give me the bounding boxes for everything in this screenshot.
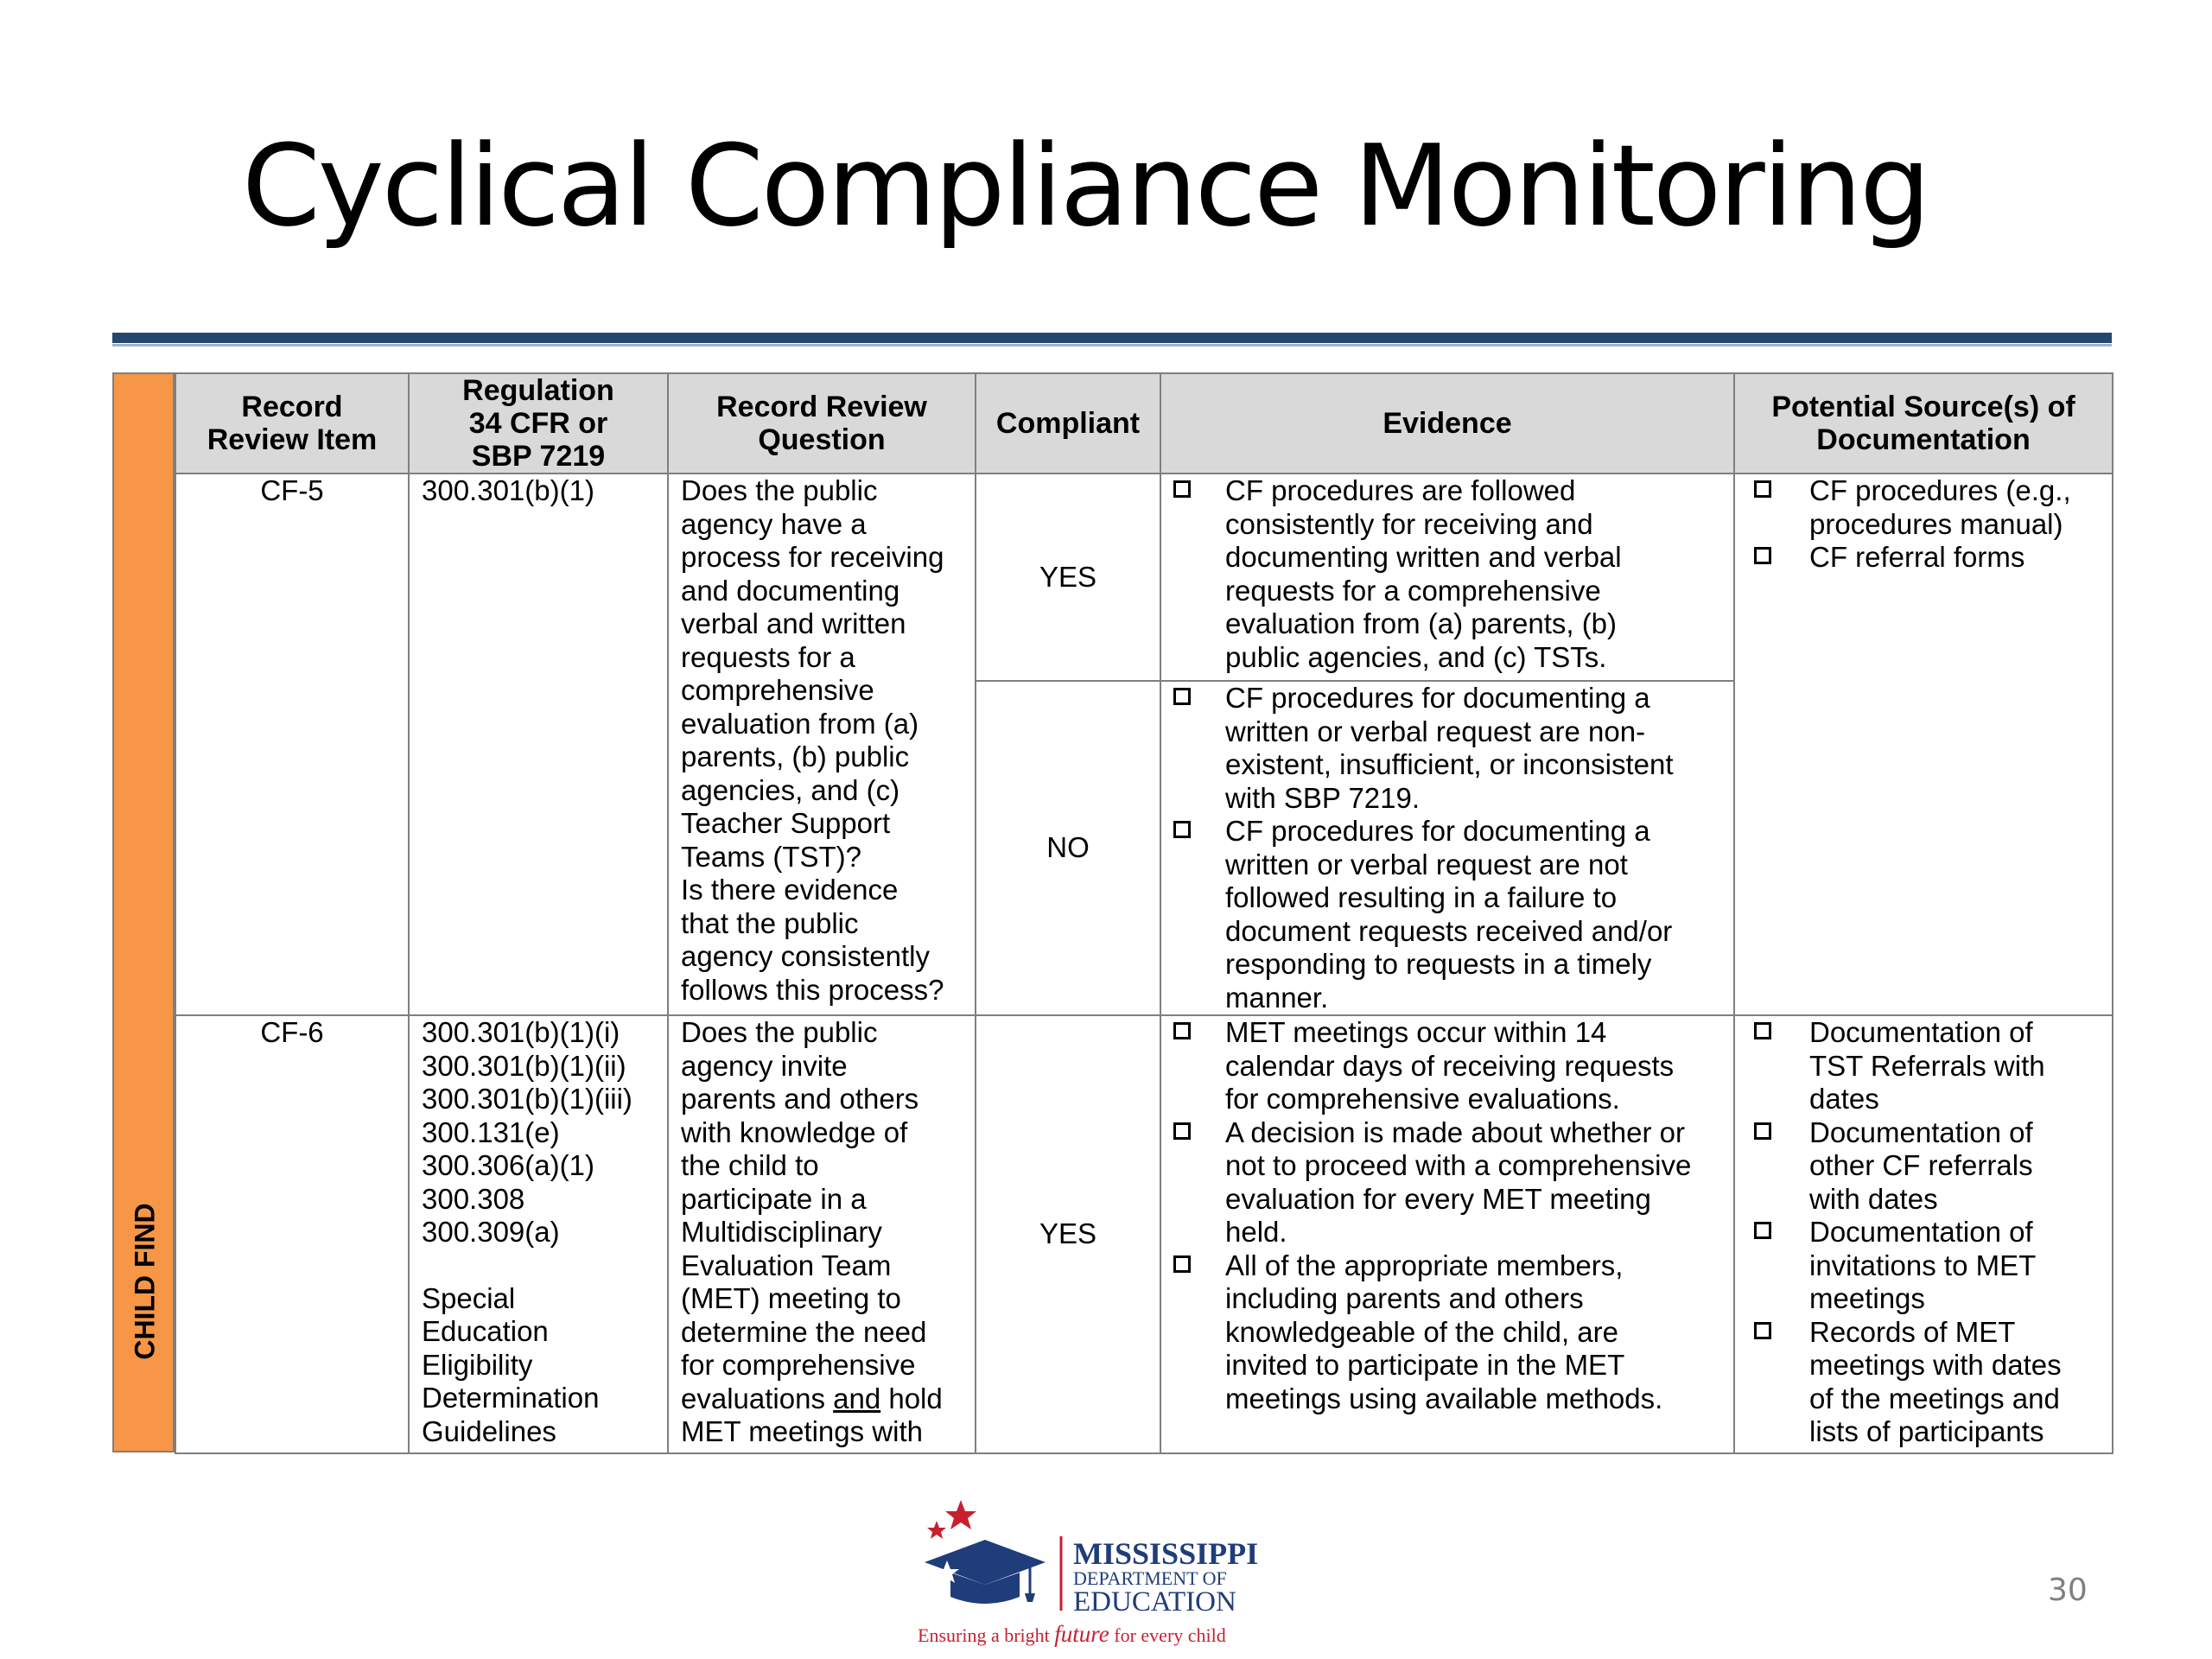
regulation-line: 300.301(b)(1)(ii) xyxy=(422,1049,626,1082)
item-id: CF-6 xyxy=(260,1016,324,1048)
source-line: procedures manual) xyxy=(1809,507,2063,540)
evidence-line: MET meetings occur within 14 xyxy=(1225,1016,1607,1048)
regulation-note-line: Special xyxy=(422,1281,516,1314)
regulation-note-line: Eligibility xyxy=(422,1348,533,1381)
cell-evidence-cf6 xyxy=(1160,1015,1734,1453)
checkbox-icon[interactable] xyxy=(1754,1222,1771,1239)
evidence-line: including parents and others xyxy=(1225,1282,1584,1314)
question-line: verbal and written xyxy=(681,607,906,639)
category-sidebar xyxy=(112,372,175,1452)
cell-sources-cf6 xyxy=(1734,1015,2113,1453)
regulation-line: 300.301(b)(1)(i) xyxy=(422,1016,620,1048)
regulation-line: 300.309(a) xyxy=(422,1216,560,1248)
source-line: Documentation of xyxy=(1809,1116,2033,1148)
cell-evidence-cf5-yes xyxy=(1160,474,1734,681)
source-line: CF procedures (e.g., xyxy=(1809,474,2071,506)
logo-name-line1: MISSISSIPPI xyxy=(1073,1536,1259,1571)
tagline-part: for every child xyxy=(1109,1624,1226,1646)
evidence-line: not to proceed with a comprehensive xyxy=(1225,1149,1692,1181)
question-line: MET meetings with xyxy=(681,1415,923,1447)
question-line xyxy=(681,1382,963,1416)
cell-question-cf5 xyxy=(668,474,976,1015)
header-text: Regulation xyxy=(462,374,614,407)
graduation-cap-icon xyxy=(925,1540,1046,1604)
regulation-line: 300.308 xyxy=(422,1182,525,1215)
cell-item-cf5 xyxy=(175,474,409,1015)
source-line: TST Referrals with xyxy=(1809,1049,2045,1082)
question-line: Teams (TST)? xyxy=(681,840,862,873)
header-text: Question xyxy=(758,423,886,456)
page-number: 30 xyxy=(2048,1573,2088,1608)
question-line: agency consistently xyxy=(681,940,930,972)
header-question xyxy=(668,373,976,474)
source-item xyxy=(1747,1016,2100,1116)
checkbox-icon[interactable] xyxy=(1754,1322,1771,1339)
question-fragment: hold xyxy=(880,1382,943,1414)
header-record-review-item xyxy=(175,373,409,474)
logo-tagline xyxy=(918,1621,1226,1647)
question-line: process for receiving xyxy=(681,541,944,573)
item-id: CF-5 xyxy=(260,474,324,506)
evidence-line: written or verbal request are not xyxy=(1225,848,1628,880)
evidence-line: All of the appropriate members, xyxy=(1225,1249,1624,1281)
title-divider-shadow xyxy=(112,344,2112,346)
header-evidence: Evidence xyxy=(1160,373,1734,474)
source-line: of the meetings and xyxy=(1809,1382,2060,1414)
evidence-line: for comprehensive evaluations. xyxy=(1225,1083,1620,1115)
cell-regulation-cf6 xyxy=(409,1015,668,1453)
checkbox-icon[interactable] xyxy=(1754,480,1771,498)
compliance-table xyxy=(175,372,2113,1454)
table-row-cf5-yes xyxy=(175,474,2113,681)
source-line: meetings with dates xyxy=(1809,1349,2062,1381)
question-line: Does the public xyxy=(681,1016,878,1048)
evidence-line: public agencies, and (c) TSTs. xyxy=(1225,640,1607,673)
source-item xyxy=(1747,1216,2100,1316)
header-text: Record Review xyxy=(716,391,927,423)
logo-name-line3: EDUCATION xyxy=(1073,1586,1236,1618)
question-line: evaluation from (a) xyxy=(681,707,919,740)
cell-compliant-yes: YES xyxy=(976,474,1160,681)
source-item xyxy=(1747,541,2100,575)
source-item xyxy=(1747,474,2100,541)
question-line: for comprehensive xyxy=(681,1349,916,1381)
checkbox-icon[interactable] xyxy=(1173,1122,1191,1140)
header-sources xyxy=(1734,373,2113,474)
question-line: determine the need xyxy=(681,1315,927,1348)
checkbox-icon[interactable] xyxy=(1173,688,1191,705)
question-line: that the public xyxy=(681,906,859,939)
source-line: Records of MET xyxy=(1809,1315,2016,1348)
header-compliant: Compliant xyxy=(976,373,1160,474)
checkbox-icon[interactable] xyxy=(1754,547,1771,564)
source-line: lists of participants xyxy=(1809,1415,2044,1447)
question-fragment: evaluations xyxy=(681,1382,834,1414)
title-divider xyxy=(112,333,2112,343)
evidence-line: evaluation from (a) parents, (b) xyxy=(1225,607,1618,639)
mde-logo xyxy=(916,1495,1313,1650)
question-line: agencies, and (c) xyxy=(681,773,900,806)
cell-regulation-cf5 xyxy=(409,474,668,1015)
question-line: comprehensive xyxy=(681,674,874,706)
question-fragment-underlined: and xyxy=(833,1382,881,1414)
question-line: agency have a xyxy=(681,507,867,540)
regulation-line: 300.131(e) xyxy=(422,1116,560,1148)
question-line: Teacher Support xyxy=(681,807,891,839)
regulation-note-line: Guidelines xyxy=(422,1414,556,1447)
evidence-item xyxy=(1173,1116,1721,1249)
question-line: with knowledge of xyxy=(681,1116,908,1148)
header-text: Documentation xyxy=(1816,423,2031,456)
evidence-line: manner. xyxy=(1225,981,1329,1014)
evidence-line: A decision is made about whether or xyxy=(1225,1116,1685,1148)
evidence-line: responding to requests in a timely xyxy=(1225,948,1652,980)
header-text: Review Item xyxy=(207,423,378,456)
question-line: agency invite xyxy=(681,1049,848,1082)
source-line: invitations to MET xyxy=(1809,1249,2037,1281)
question-line: Is there evidence xyxy=(681,874,899,906)
sidebar-label: CHILD FIND xyxy=(129,1203,161,1360)
question-line: (MET) meeting to xyxy=(681,1282,901,1314)
evidence-line: followed resulting in a failure to xyxy=(1225,881,1618,913)
spacer xyxy=(422,1249,655,1282)
regulation-line: 300.301(b)(1) xyxy=(422,474,594,506)
question-line: Multidisciplinary xyxy=(681,1216,882,1248)
cell-evidence-cf5-no xyxy=(1160,681,1734,1015)
question-line: requests for a xyxy=(681,640,855,673)
cell-item-cf6 xyxy=(175,1015,409,1453)
question-line: follows this process? xyxy=(681,973,944,1006)
evidence-line: CF procedures are followed xyxy=(1225,474,1576,506)
checkbox-icon[interactable] xyxy=(1173,1022,1191,1039)
evidence-line: with SBP 7219. xyxy=(1225,781,1421,814)
evidence-line: CF procedures for documenting a xyxy=(1225,815,1650,847)
question-line: Evaluation Team xyxy=(681,1249,892,1281)
evidence-line: existent, insufficient, or inconsistent xyxy=(1225,748,1674,780)
question-line: parents, (b) public xyxy=(681,741,910,772)
question-line: and documenting xyxy=(681,574,900,607)
header-row xyxy=(175,373,2113,474)
header-text: 34 CFR or xyxy=(468,407,608,440)
evidence-line: CF procedures for documenting a xyxy=(1225,682,1650,714)
header-text: Potential Source(s) of xyxy=(1771,391,2075,423)
source-line: Documentation of xyxy=(1809,1016,2033,1048)
regulation-line: 300.306(a)(1) xyxy=(422,1149,594,1181)
checkbox-icon[interactable] xyxy=(1173,480,1191,498)
evidence-line: document requests received and/or xyxy=(1225,914,1673,947)
header-regulation xyxy=(409,373,668,474)
evidence-item xyxy=(1173,1249,1721,1416)
source-line: other CF referrals xyxy=(1809,1149,2033,1181)
evidence-line: written or verbal request are non- xyxy=(1225,715,1646,747)
source-item xyxy=(1747,1316,2100,1449)
question-line: Does the public xyxy=(681,474,878,506)
evidence-item xyxy=(1173,1016,1721,1116)
cell-compliant-cf6: YES xyxy=(976,1015,1160,1453)
evidence-line: requests for a comprehensive xyxy=(1225,574,1601,607)
evidence-line: invited to participate in the MET xyxy=(1225,1349,1625,1381)
tagline-script: future xyxy=(1054,1621,1109,1647)
source-line: with dates xyxy=(1809,1182,1938,1215)
evidence-line: knowledgeable of the child, are xyxy=(1225,1315,1618,1348)
header-text: Record xyxy=(241,391,343,423)
source-line: dates xyxy=(1809,1083,1879,1115)
regulation-note-line: Determination xyxy=(422,1382,600,1414)
cell-question-cf6 xyxy=(668,1015,976,1453)
evidence-line: held. xyxy=(1225,1216,1287,1248)
evidence-line: meetings using available methods. xyxy=(1225,1382,1663,1414)
tagline-part: Ensuring a bright xyxy=(918,1624,1055,1646)
slide-title: Cyclical Compliance Monitoring xyxy=(242,120,1929,251)
checkbox-icon[interactable] xyxy=(1173,1255,1191,1273)
source-item xyxy=(1747,1116,2100,1217)
evidence-line: calendar days of receiving requests xyxy=(1225,1049,1675,1082)
question-line: participate in a xyxy=(681,1182,867,1215)
evidence-item xyxy=(1173,474,1721,674)
evidence-item xyxy=(1173,815,1721,1014)
regulation-line: 300.301(b)(1)(iii) xyxy=(422,1083,632,1115)
evidence-line: evaluation for every MET meeting xyxy=(1225,1182,1651,1215)
evidence-line: consistently for receiving and xyxy=(1225,507,1593,540)
logo-stars-icon xyxy=(927,1500,976,1539)
table-row-cf6 xyxy=(175,1015,2113,1453)
source-line: meetings xyxy=(1809,1282,1925,1314)
question-line: the child to xyxy=(681,1149,819,1181)
evidence-item xyxy=(1173,682,1721,815)
cell-compliant-no: NO xyxy=(976,681,1160,1015)
logo-name-line2: DEPARTMENT OF xyxy=(1073,1567,1227,1589)
evidence-line: documenting written and verbal xyxy=(1225,541,1622,573)
source-line: CF referral forms xyxy=(1809,541,2025,573)
source-line: Documentation of xyxy=(1809,1216,2033,1248)
regulation-note-line: Education xyxy=(422,1315,549,1347)
checkbox-icon[interactable] xyxy=(1173,821,1191,838)
checkbox-icon[interactable] xyxy=(1754,1022,1771,1039)
cell-sources-cf5 xyxy=(1734,474,2113,1015)
question-line: parents and others xyxy=(681,1083,919,1115)
header-text: SBP 7219 xyxy=(471,440,606,473)
checkbox-icon[interactable] xyxy=(1754,1122,1771,1140)
